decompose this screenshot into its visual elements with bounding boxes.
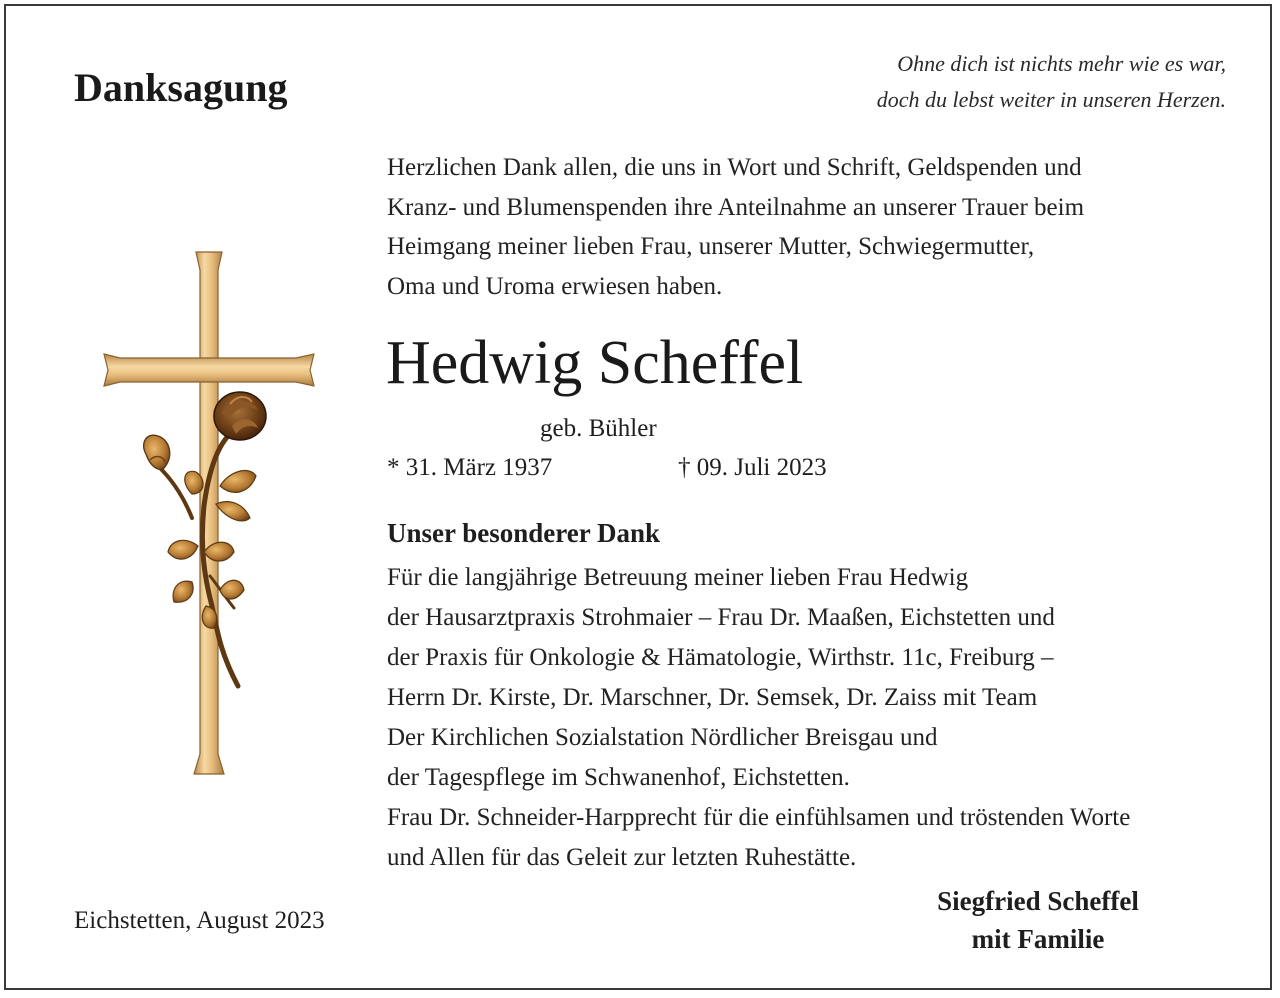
signature-family: mit Familie (971, 924, 1105, 954)
maiden-name: geb. Bühler (540, 415, 657, 442)
thanks-line: Für die langjährige Betreuung meiner lieben Frau Hedwig (387, 564, 969, 591)
place-date: Eichstetten, August 2023 (74, 907, 325, 934)
thanks-line: Frau Dr. Schneider-Harpprecht für die einfühlsamen und tröstenden Worte (387, 804, 1131, 831)
signature-name: Siegfried Scheffel (937, 886, 1139, 916)
intro-line: Kranz- und Blumenspenden ihre Anteilnahme an unserer Trauer beim (387, 193, 1085, 221)
page-title: Danksagung (74, 65, 288, 110)
birth-date: * 31. März 1937 (387, 454, 553, 481)
thanks-heading: Unser besonderer Dank (387, 518, 661, 548)
death-date: † 09. Juli 2023 (678, 454, 827, 481)
intro-text (387, 148, 1084, 306)
thanks-line: und Allen für das Geleit zur letzten Ruhestätte. (387, 844, 857, 871)
motto (877, 46, 1226, 118)
intro-line: Heimgang meiner lieben Frau, unserer Mutter, Schwiegermutter, (387, 233, 1035, 260)
intro-line: Oma und Uroma erwiesen haben. (387, 272, 723, 300)
deceased-name: Hedwig Scheffel (386, 329, 804, 397)
cross-with-rose-icon (100, 246, 320, 780)
thanks-text (387, 558, 1130, 878)
thanks-line: der Tagespflege im Schwanenhof, Eichstetten. (387, 764, 850, 791)
thanks-line: der Praxis für Onkologie & Hämatologie, Wirthstr. 11c, Freiburg – (387, 644, 1054, 671)
signature (868, 882, 1208, 958)
thanks-line: der Hausarztpraxis Strohmaier – Frau Dr. Maaßen, Eichstetten und (387, 604, 1055, 631)
motto-line-1: Ohne dich ist nichts mehr wie es war, (897, 51, 1226, 76)
thanks-line: Der Kirchlichen Sozialstation Nördlicher Breisgau und (387, 724, 938, 751)
thanks-line: Herrn Dr. Kirste, Dr. Marschner, Dr. Semsek, Dr. Zaiss mit Team (387, 684, 1038, 711)
intro-line: Herzlichen Dank allen, die uns in Wort und Schrift, Geldspenden und (387, 154, 1082, 181)
motto-line-2: doch du lebst weiter in unseren Herzen. (876, 87, 1226, 112)
